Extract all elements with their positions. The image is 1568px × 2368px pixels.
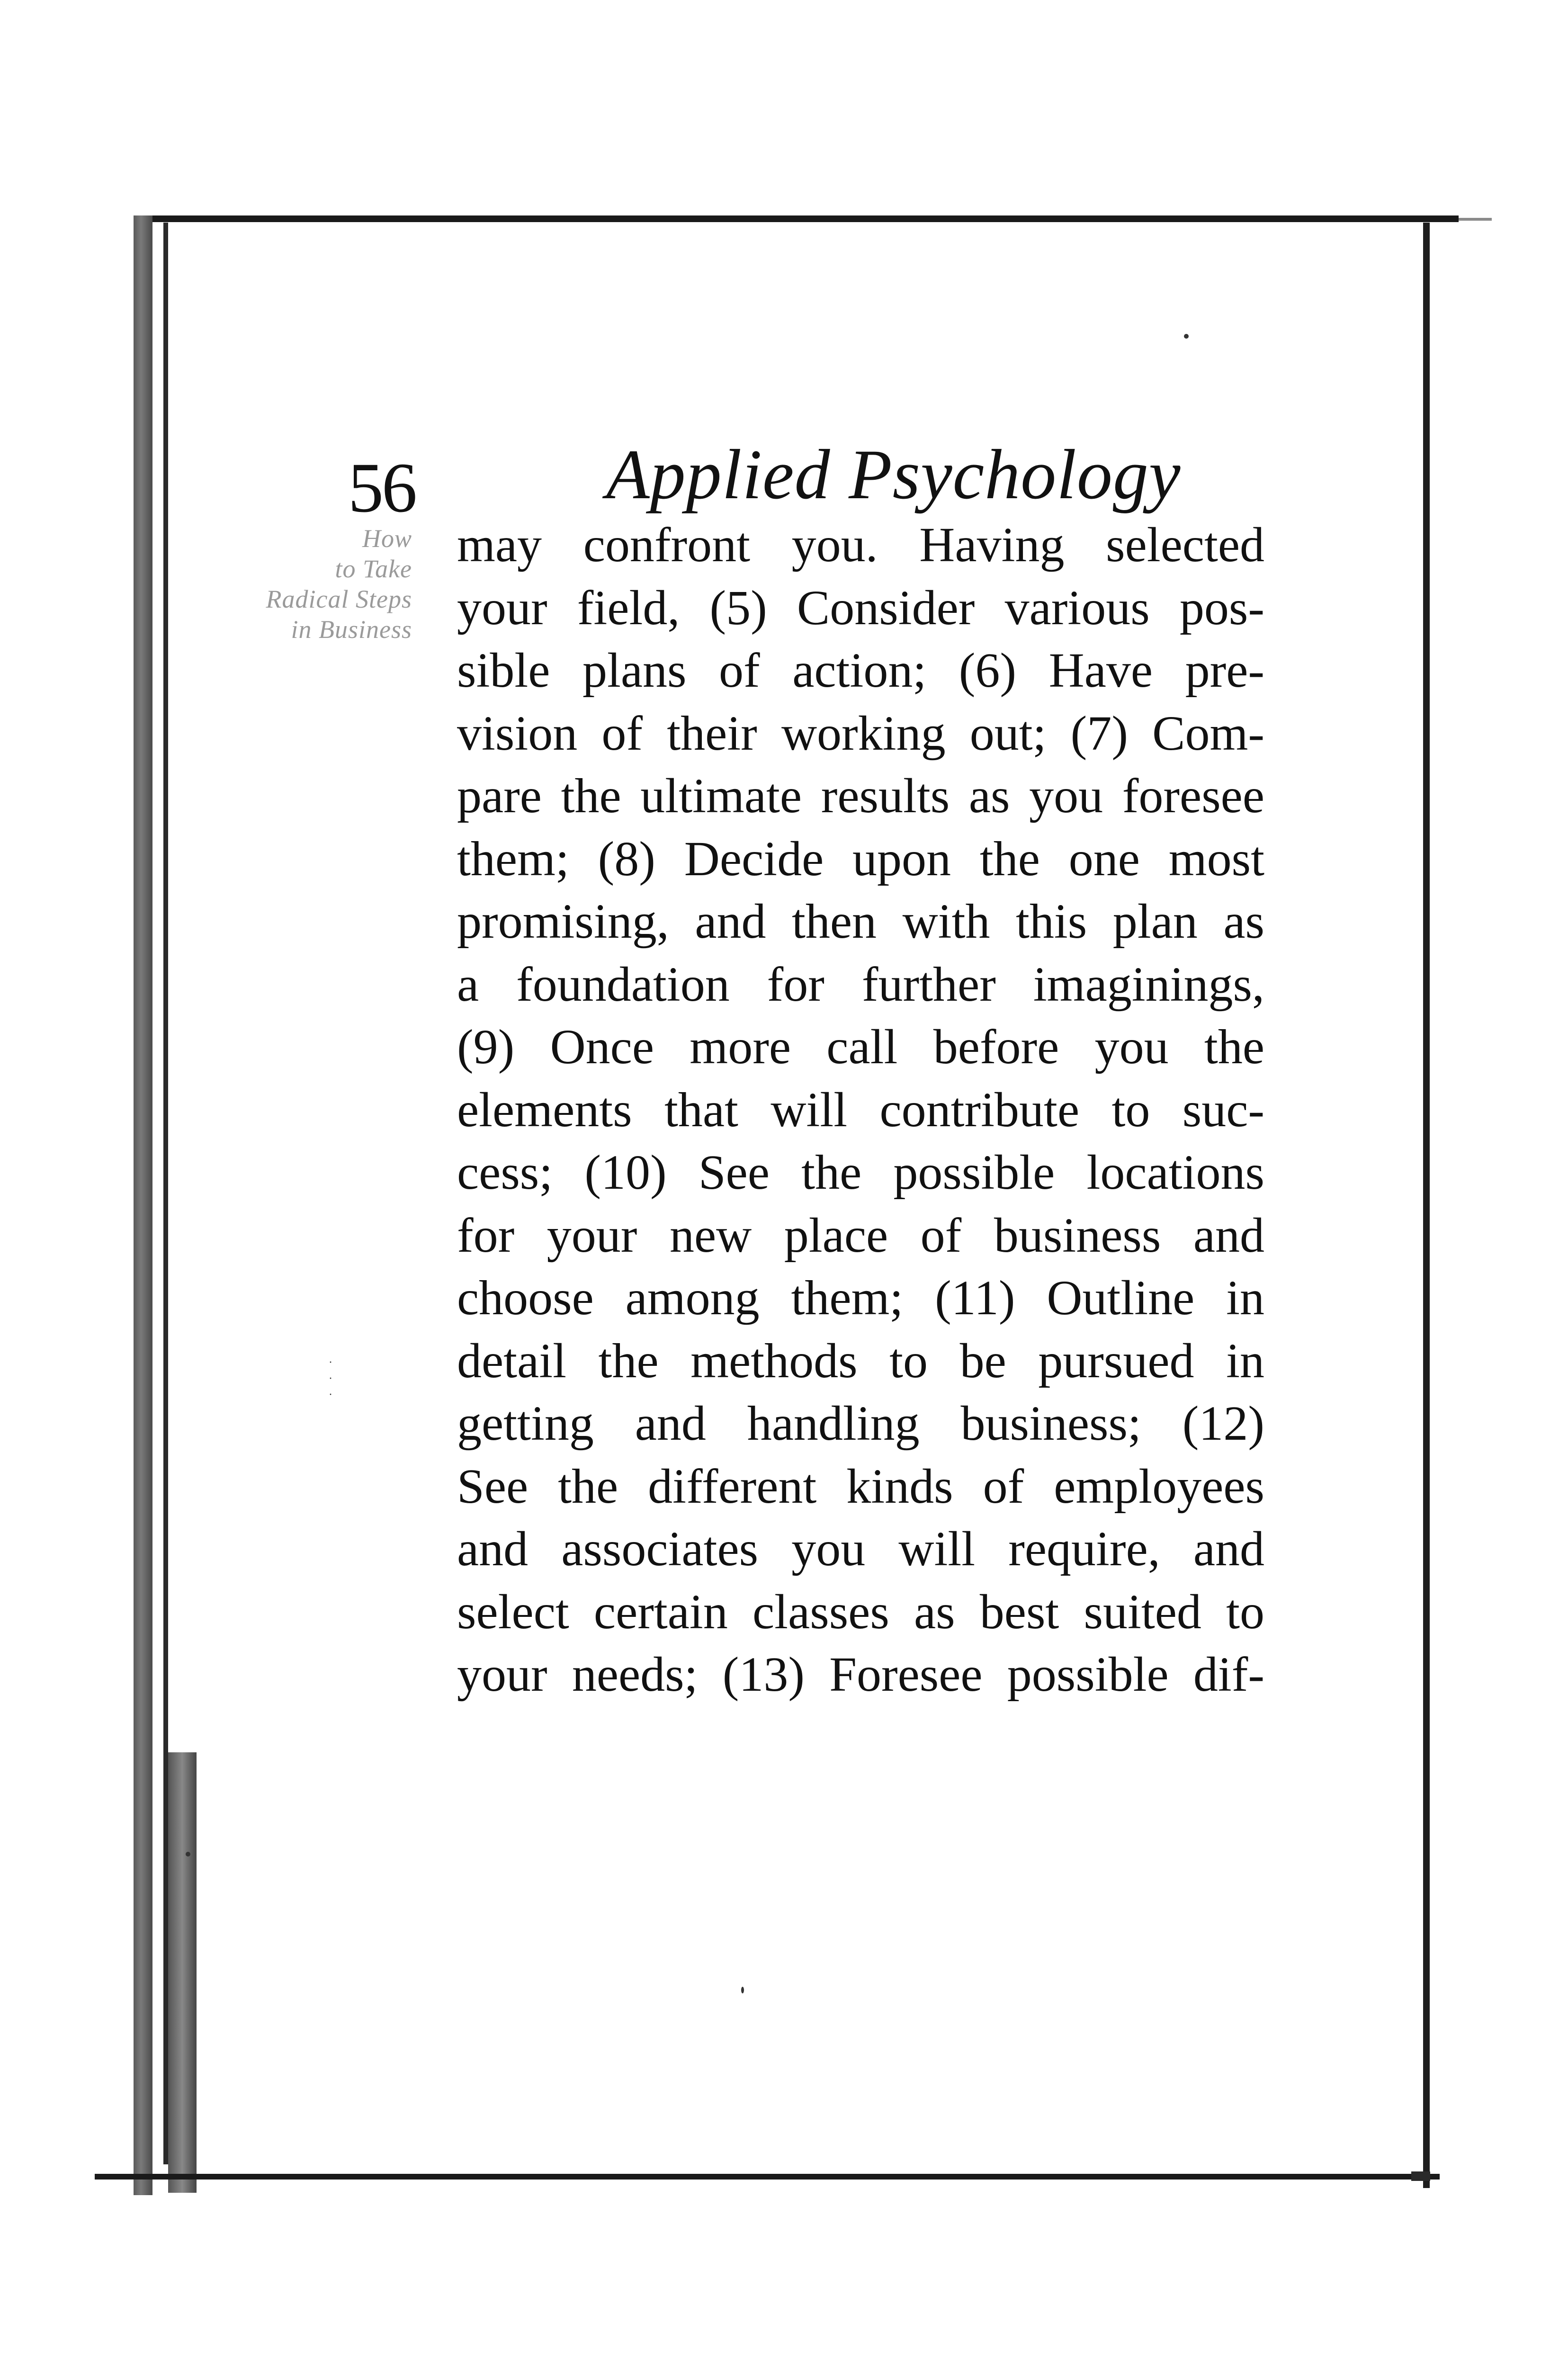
scan-speck xyxy=(741,1987,744,1993)
text-line: a foundation for further imaginings, xyxy=(457,957,1264,1012)
text-line: vision of their working out; (7) Com- xyxy=(457,706,1264,761)
text-line: See the different kinds of employees xyxy=(457,1459,1264,1514)
text-line: (9) Once more call before you the xyxy=(457,1020,1264,1074)
page-edge-top-fade xyxy=(1459,218,1492,221)
text-line: promising, and then with this plan as xyxy=(457,894,1264,949)
scan-speck xyxy=(1184,334,1189,339)
text-line: your needs; (13) Foresee possible dif- xyxy=(457,1647,1264,1702)
scan-speck xyxy=(186,1852,190,1857)
text-line: cess; (10) See the possible locations xyxy=(457,1145,1264,1200)
page-edge-left-inner xyxy=(163,223,168,2164)
text-line: choose among them; (11) Outline in xyxy=(457,1271,1264,1325)
margin-note xyxy=(156,523,412,645)
margin-dots: · · · xyxy=(329,1356,332,1401)
running-head: Applied Psychology xyxy=(606,435,1181,514)
margin-note-line: How xyxy=(362,524,412,553)
page-edge-left-shadow xyxy=(168,1752,197,2193)
text-line: getting and handling business; (12) xyxy=(457,1396,1264,1451)
page-number: 56 xyxy=(348,448,415,527)
text-line: may confront you. Having selected xyxy=(457,518,1264,572)
page-edge-bottom-tail xyxy=(1411,2171,1430,2181)
margin-note-line: Radical Steps xyxy=(266,585,412,613)
page-edge-right xyxy=(1423,223,1430,2188)
page-edge-top xyxy=(137,215,1459,222)
margin-note-line: to Take xyxy=(335,555,412,583)
text-line: for your new place of business and xyxy=(457,1208,1264,1263)
text-line: sible plans of action; (6) Have pre- xyxy=(457,643,1264,698)
page-edge-left xyxy=(134,215,152,2195)
text-line: and associates you will require, and xyxy=(457,1522,1264,1576)
page-edge-bottom xyxy=(95,2174,1440,2180)
body-text xyxy=(457,514,1264,1706)
text-line: select certain classes as best suited to xyxy=(457,1584,1264,1639)
text-line: detail the methods to be pursued in xyxy=(457,1333,1264,1388)
text-line: elements that will contribute to suc- xyxy=(457,1082,1264,1137)
text-line: them; (8) Decide upon the one most xyxy=(457,831,1264,886)
text-line: pare the ultimate results as you foresee xyxy=(457,769,1264,823)
text-line: your field, (5) Consider various pos- xyxy=(457,580,1264,635)
margin-note-line: in Business xyxy=(291,615,412,644)
